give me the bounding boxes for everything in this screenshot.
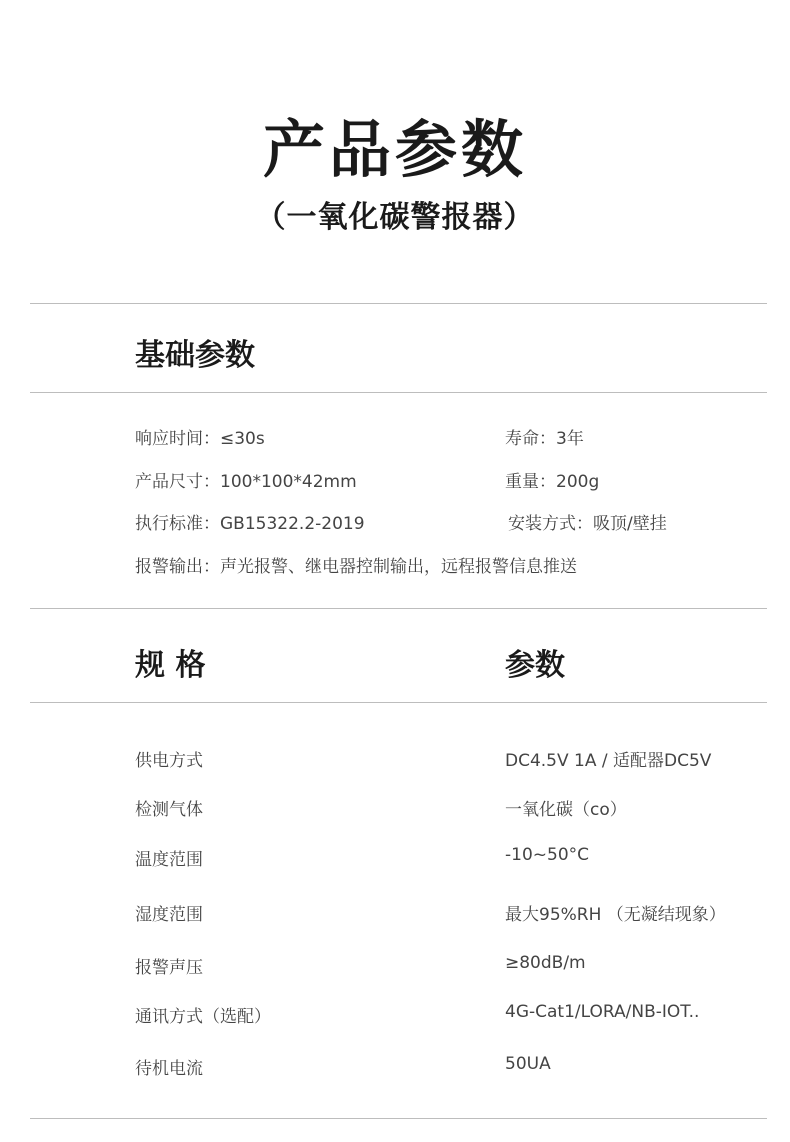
page-title: 产品参数 [262, 113, 527, 186]
basic-item-value: GB15322.2-2019 [220, 514, 365, 534]
basic-item-label: 响应时间： [135, 429, 220, 449]
spec-row-name: 待机电流 [135, 1059, 203, 1079]
param-column-header: 参数 [505, 648, 565, 683]
spec-row-value: -10~50°C [505, 845, 590, 865]
basic-item-response-time [135, 424, 265, 449]
page-subtitle: （一氧化碳警报器） [255, 200, 535, 235]
basic-item-size [135, 467, 357, 492]
basic-section-heading: 基础参数 [135, 338, 255, 373]
basic-item-label: 寿命： [505, 429, 556, 449]
basic-item-value: ≤30s [220, 429, 265, 449]
spec-row-name: 检测气体 [135, 800, 203, 820]
basic-item-install [508, 509, 667, 534]
basic-item-weight [505, 467, 599, 492]
basic-item-label: 报警输出： [135, 557, 220, 577]
basic-item-lifespan [505, 424, 584, 449]
divider [30, 303, 767, 304]
spec-row-name: 报警声压 [135, 958, 203, 978]
divider [30, 608, 767, 609]
spec-row-value: 最大95%RH （无凝结现象） [505, 905, 726, 925]
basic-item-label: 重量： [505, 472, 556, 492]
basic-item-value: 3年 [556, 429, 584, 449]
basic-item-value: 吸顶/壁挂 [593, 514, 667, 534]
basic-item-label: 执行标准： [135, 514, 220, 534]
spec-row-value: 一氧化碳（co） [505, 800, 627, 820]
basic-item-standard [135, 509, 365, 534]
divider [30, 1118, 767, 1119]
basic-item-value: 200g [556, 472, 600, 492]
basic-item-value: 100*100*42mm [220, 472, 357, 492]
spec-row-value: ≥80dB/m [505, 953, 586, 973]
basic-item-value: 声光报警、继电器控制输出，远程报警信息推送 [220, 557, 577, 577]
spec-row-name: 湿度范围 [135, 905, 203, 925]
divider [30, 392, 767, 393]
spec-row-value: 4G-Cat1/LORA/NB-IOT.. [505, 1002, 700, 1022]
spec-row-name: 通讯方式（选配） [135, 1007, 271, 1027]
basic-item-label: 产品尺寸： [135, 472, 220, 492]
spec-row-name: 温度范围 [135, 850, 203, 870]
divider [30, 702, 767, 703]
spec-row-value: DC4.5V 1A / 适配器DC5V [505, 751, 712, 771]
basic-item-label: 安装方式： [508, 514, 593, 534]
spec-row-name: 供电方式 [135, 751, 203, 771]
spec-row-value: 50UA [505, 1054, 551, 1074]
spec-column-header: 规 格 [135, 648, 206, 683]
basic-item-alarm-output [135, 552, 577, 577]
